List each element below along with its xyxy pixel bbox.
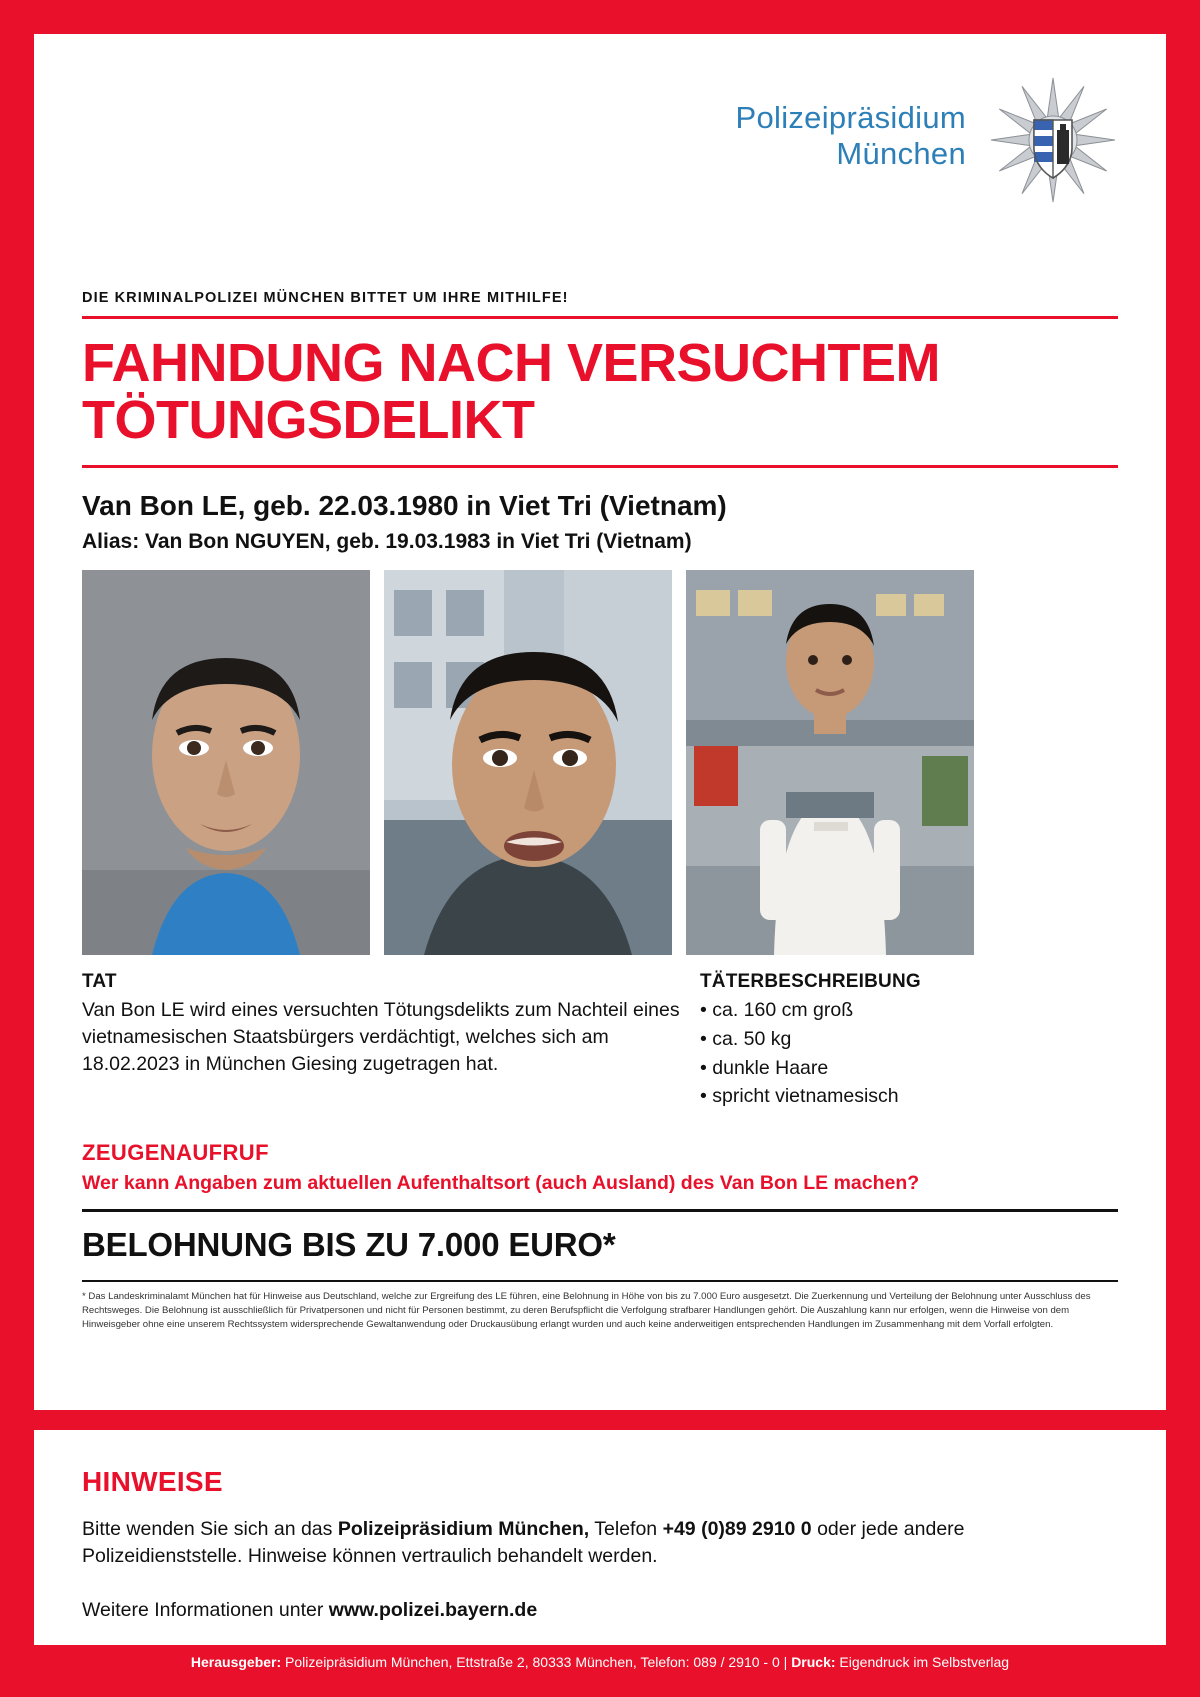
page-title: FAHNDUNG NACH VERSUCHTEM TÖTUNGSDELIKT — [82, 333, 941, 451]
more-info-label: Weitere Informationen unter — [82, 1598, 329, 1621]
reward-footnote: * Das Landeskriminalamt München hat für Hinweise aus Deutschland, welche zur Ergreifung des LE führen, eine Belohnung in Höhe von bis zu 7.000 Euro ausgesetzt. Die Zuerkennung und Verteilung der Belohnung unter Ausschluss des Rechtsweges. Die Belohnung ist ausschließlich für Privatpersonen und nicht für Personen bestimmt, zu deren Berufspflicht die Verfolgung strafbarer Handlungen gehört. Die Auszahlung kann nur erfolgen, wenn die Hinweise von dem Hinweisgeber ohne eine unserem Rechtssystem widersprechende Gewaltanwendung oder Druckausübung erlangt wurden und auch keine anderweitigen entsprechenden Handlungen im Zusammenhang mit dem Vorfall erfolgten. — [82, 1290, 1091, 1331]
footer-print-label: Druck: — [791, 1654, 836, 1670]
taeterbeschreibung-heading: TÄTERBESCHREIBUNG — [700, 971, 921, 993]
police-star-coat-of-arms-icon — [988, 76, 1118, 216]
footer-publisher-label: Herausgeber: — [190, 1654, 282, 1670]
website-link[interactable]: www.polizei.bayern.de — [328, 1598, 538, 1621]
reward-amount: BELOHNUNG BIS ZU 7.000 EURO* — [82, 1225, 616, 1263]
list-item: • ca. 160 cm groß — [700, 997, 990, 1024]
taeterbeschreibung-list — [700, 997, 990, 1109]
suspect-photo-fullbody — [686, 570, 974, 955]
suspect-alias: Alias: Van Bon NGUYEN, geb. 19.03.1983 in Viet Tri (Vietnam) — [82, 530, 692, 554]
hinweise-phone[interactable]: +49 (0)89 2910 0 — [662, 1518, 812, 1540]
tat-heading: TAT — [82, 971, 117, 993]
hinweise-text-middle: Telefon — [589, 1518, 663, 1540]
zeugenaufruf-heading: ZEUGENAUFRUF — [82, 1139, 269, 1165]
hinweise-contact-text — [82, 1516, 1118, 1571]
divider-top-red — [82, 316, 1118, 319]
brand-line-1: Polizeipräsidium — [735, 100, 966, 135]
description-columns — [82, 971, 1118, 1111]
photo-row — [82, 570, 1118, 955]
main-panel — [34, 34, 1166, 1410]
suspect-photo-frontal — [82, 570, 370, 955]
footer-bar — [34, 1645, 1166, 1691]
suspect-name: Van Bon LE, geb. 22.03.1980 in Viet Tri (Vietnam) — [82, 490, 727, 522]
hinweise-authority: Polizeipräsidium München, — [337, 1518, 590, 1540]
list-item: • dunkle Haare — [700, 1055, 990, 1082]
footer-print-text: Eigendruck im Selbstverlag — [835, 1654, 1010, 1670]
hinweise-heading: HINWEISE — [82, 1466, 223, 1497]
list-item: • spricht vietnamesisch — [700, 1083, 990, 1110]
footer-publisher-text: Polizeipräsidium München, Ettstraße 2, 80333 München, Telefon: 089 / 2910 - 0 | — [281, 1654, 792, 1670]
suspect-photo-closeup — [384, 570, 672, 955]
hinweise-more-info — [82, 1597, 1118, 1624]
poster-header — [34, 34, 1166, 224]
tat-block — [82, 971, 682, 1111]
list-item: • ca. 50 kg — [700, 1026, 990, 1053]
hinweise-panel — [34, 1430, 1166, 1645]
taeterbeschreibung-block — [700, 971, 990, 1111]
divider-under-title-red — [82, 465, 1118, 468]
poster-content — [34, 290, 1166, 1343]
hinweise-text-before: Bitte wenden Sie sich an das — [82, 1518, 338, 1540]
brand-wordmark — [735, 100, 966, 171]
zeugenaufruf-text: Wer kann Angaben zum aktuellen Aufenthaltsort (auch Ausland) des Van Bon LE machen? — [82, 1171, 920, 1194]
kicker-text: DIE KRIMINALPOLIZEI MÜNCHEN BITTET UM IHRE MITHILFE! — [82, 290, 569, 306]
brand-line-2: München — [836, 135, 966, 171]
tat-text: Van Bon LE wird eines versuchten Tötungsdelikts zum Nachteil eines vietnamesischen Staatsbürgers verdächtigt, welches sich am 18.02.2023 in München Giesing zugetragen hat. — [82, 999, 680, 1075]
hinweise-text-after: oder jede andere Polizeidienststelle. Hinweise können vertraulich behandelt werden. — [82, 1518, 965, 1568]
